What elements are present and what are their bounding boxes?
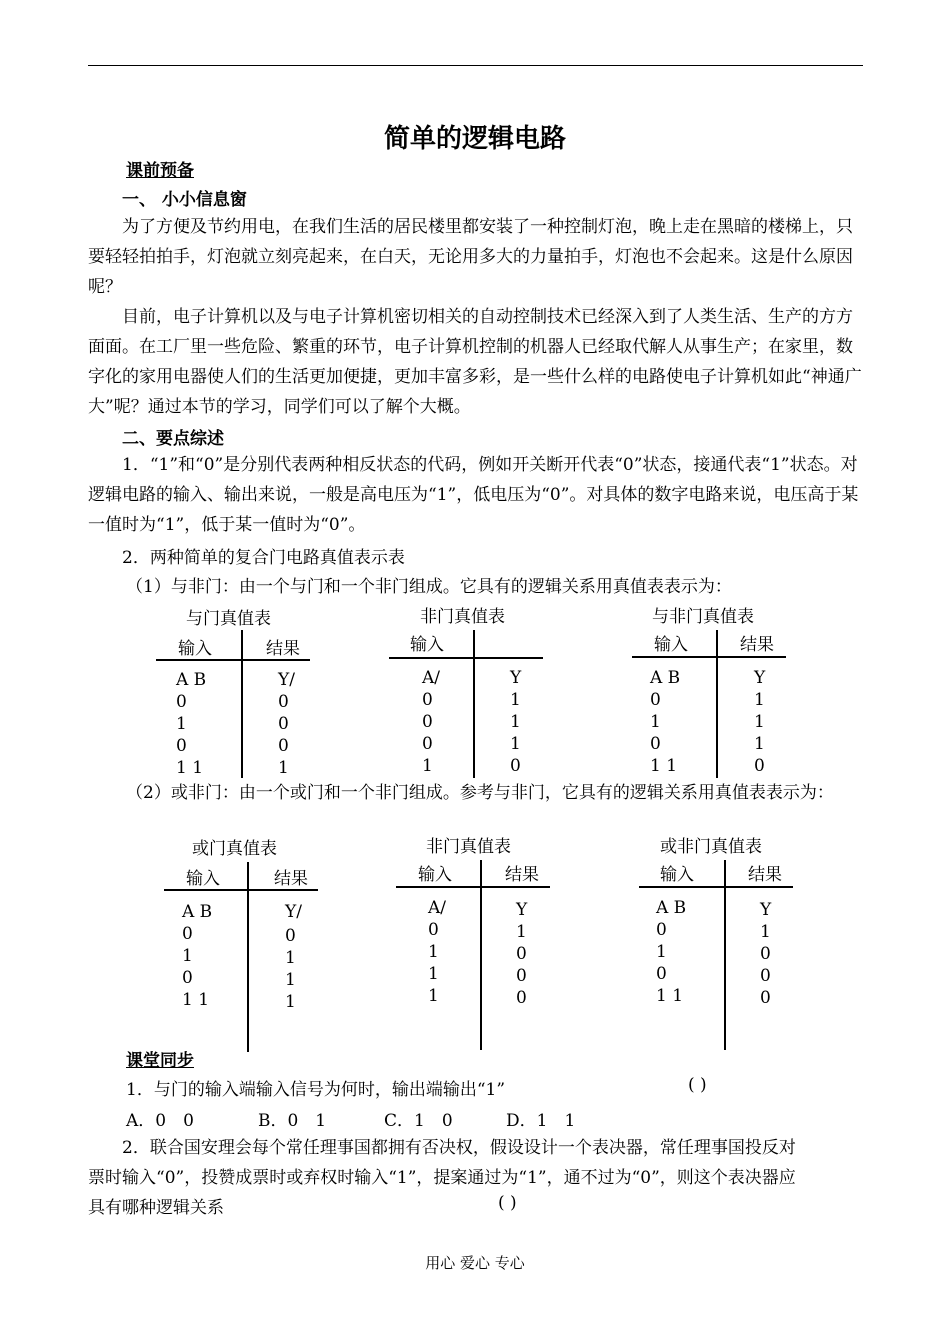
table-input-label: 输入 [178, 639, 212, 659]
table-cell: 1 [516, 922, 527, 942]
table-divider [473, 630, 475, 780]
question-1: 1．与门的输入端输入信号为何时，输出端输出“1” [126, 1080, 506, 1100]
table-cell: 1 [285, 948, 296, 968]
table-cell: 1 [428, 964, 439, 984]
paragraph-3: 1．“1”和“0”是分别代表两种相反状态的代码，例如开关断开代表“0”状态，接通代表“1”状态。对逻辑电路的输入、输出来说，一般是高电压为“1”，低电压为“0”。对具体的数字电路来说，电压高于某一值时为“1”，低于某一值时为“0”。 [88, 455, 859, 535]
heading-summary: 二、要点综述 [122, 429, 224, 449]
table-input-label: 输入 [410, 635, 444, 655]
table-cell: 0 [650, 690, 661, 710]
table-cell: 0 [176, 736, 187, 756]
table-cell: 0 [278, 714, 289, 734]
table-rule [639, 886, 793, 888]
table-output-label: 结果 [274, 869, 308, 889]
table-cell: 1 [278, 758, 289, 778]
table-cell: 0 [760, 966, 771, 986]
table-col-y: Y/ [285, 902, 302, 922]
table-title: 或非门真值表 [660, 837, 762, 857]
table-col-ab: A/ [428, 898, 447, 918]
table-cell: 1 1 [656, 986, 684, 1006]
table-rule [164, 889, 318, 891]
table-cell: 0 [278, 736, 289, 756]
table-cell: 1 [182, 946, 193, 966]
table-divider [247, 862, 249, 1052]
table-input-label: 输入 [654, 635, 688, 655]
paragraph-2: 目前，电子计算机以及与电子计算机密切相关的自动控制技术已经深入到了人类生活、生产的方方面面。在工厂里一些危险、繁重的环节，电子计算机控制的机器人已经取代解人从事生产；在家里，数字化的家用电器使人们的生活更加便捷，更加丰富多彩，是一些什么样的电路使电子计算机如此“神通广大”呢？通过本节的学习，同学们可以了解个大概。 [88, 307, 862, 417]
table-cell: 1 [656, 942, 667, 962]
table-output-label: 结果 [266, 639, 300, 659]
paragraph-5: （1）与非门：由一个与门和一个非门组成。它具有的逻辑关系用真值表表示为： [126, 577, 732, 597]
paragraph-4: 2．两种简单的复合门电路真值表示表 [122, 548, 405, 568]
table-cell: 0 [656, 920, 667, 940]
option-a: A．0 0 [126, 1111, 194, 1131]
table-cell: 0 [278, 692, 289, 712]
table-output-label: 结果 [748, 865, 782, 885]
table-cell: 0 [422, 712, 433, 732]
paragraph-6: （2）或非门：由一个或门和一个非门组成。参考与非门，它具有的逻辑关系用真值表表示为： [126, 778, 834, 803]
footer-text: 用心 爱心 专心 [425, 1254, 525, 1272]
table-cell: 0 [182, 968, 193, 988]
table-title: 非门真值表 [426, 837, 511, 857]
table-divider [241, 630, 243, 780]
table-input-label: 输入 [418, 865, 452, 885]
table-cell: 1 [754, 690, 765, 710]
table-cell: 0 [176, 692, 187, 712]
table-title: 或门真值表 [192, 839, 277, 859]
section-prep: 课前预备 [126, 161, 194, 181]
table-col-ab: A B [176, 670, 207, 690]
table-title: 与非门真值表 [652, 607, 754, 627]
table-cell: 1 [285, 992, 296, 1012]
table-rule [632, 656, 786, 658]
table-cell: 1 1 [176, 758, 204, 778]
table-cell: 1 1 [182, 990, 210, 1010]
table-col-y: Y/ [278, 670, 295, 690]
table-col-y: Y [760, 900, 772, 920]
table-input-label: 输入 [660, 865, 694, 885]
table-cell: 0 [656, 964, 667, 984]
option-c: C．1 0 [384, 1111, 453, 1131]
table-cell: 1 [754, 712, 765, 732]
table-cell: 0 [422, 690, 433, 710]
table-cell: 0 [760, 988, 771, 1008]
table-output-label: 结果 [740, 635, 774, 655]
table-rule [156, 659, 310, 661]
table-cell: 1 [510, 712, 521, 732]
table-cell: 0 [754, 756, 765, 776]
table-col-y: Y [516, 900, 528, 920]
table-cell: 1 [510, 690, 521, 710]
table-cell: 0 [516, 988, 527, 1008]
table-cell: 0 [182, 924, 193, 944]
table-cell: 1 [760, 922, 771, 942]
table-col-ab: A B [656, 898, 687, 918]
table-cell: 1 [650, 712, 661, 732]
table-cell: 1 [428, 986, 439, 1006]
table-cell: 0 [422, 734, 433, 754]
table-cell: 0 [516, 966, 527, 986]
table-input-label: 输入 [186, 869, 220, 889]
table-cell: 0 [650, 734, 661, 754]
option-b: B．0 1 [258, 1111, 327, 1131]
table-col-y: Y [510, 668, 522, 688]
table-col-ab: A/ [422, 668, 441, 688]
option-d: D．1 1 [506, 1111, 576, 1131]
heading-info: 一、 小小信息窗 [122, 190, 247, 210]
table-cell: 0 [428, 920, 439, 940]
header-rule [88, 65, 863, 66]
table-output-label: 结果 [505, 865, 539, 885]
table-cell: 1 [428, 942, 439, 962]
table-cell: 1 [510, 734, 521, 754]
table-divider [480, 860, 482, 1050]
table-cell: 1 [176, 714, 187, 734]
table-divider [716, 630, 718, 780]
table-cell: 0 [516, 944, 527, 964]
paragraph-1: 为了方便及节约用电，在我们生活的居民楼里都安装了一种控制灯泡，晚上走在黑暗的楼梯上，只要轻轻拍拍手，灯泡就立刻亮起来，在白天，无论用多大的力量拍手，灯泡也不会起来。这是什么原因呢？ [88, 217, 853, 297]
page-title: 简单的逻辑电路 [383, 124, 566, 154]
table-col-ab: A B [650, 668, 681, 688]
table-cell: 1 1 [650, 756, 678, 776]
table-cell: 0 [760, 944, 771, 964]
table-cell: 1 [285, 970, 296, 990]
table-divider [724, 860, 726, 1050]
table-rule [396, 886, 550, 888]
table-rule [389, 657, 543, 659]
table-col-ab: A B [182, 902, 213, 922]
table-cell: 1 [422, 756, 433, 776]
table-col-y: Y [754, 668, 766, 688]
question-2-answer[interactable]: ( ) [498, 1193, 517, 1213]
section-class: 课堂同步 [126, 1051, 194, 1071]
table-title: 非门真值表 [420, 607, 505, 627]
table-title: 与门真值表 [186, 609, 271, 629]
table-cell: 0 [285, 926, 296, 946]
table-cell: 1 [754, 734, 765, 754]
question-1-answer[interactable]: ( ) [688, 1075, 707, 1095]
question-2: 2．联合国安理会每个常任理事国都拥有否决权，假设设计一个表决器，常任理事国投反对票时输入“0”，投赞成票时或弃权时输入“1”，提案通过为“1”，通不过为“0”，则这个表决器应具有哪种逻辑关系 [88, 1138, 796, 1218]
table-cell: 0 [510, 756, 521, 776]
